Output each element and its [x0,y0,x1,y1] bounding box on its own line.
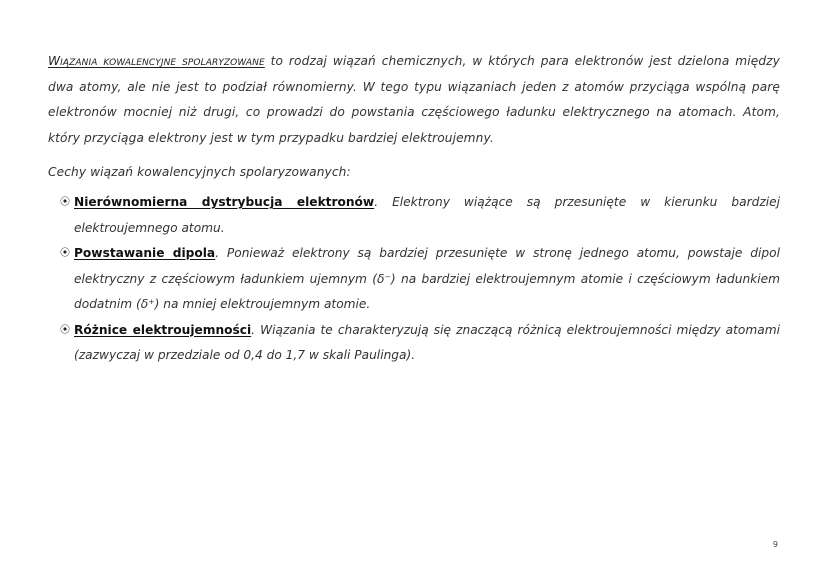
features-heading: Cechy wiązań kowalencyjnych spolaryzowanych: [48,165,351,179]
bullet-icon: ⦿ [60,248,70,259]
bullet-icon: ⦿ [60,324,70,336]
feature-item [60,241,780,318]
intro-paragraph [48,49,780,151]
feature-text: . Ponieważ elektrony są bardziej przesunięte w stronę jednego atomu, powstaje dipol elektryczny z częściowym ładunkiem ujemnym (δ⁻) na bardziej elektroujemnym atomie i częściowym ładunkiem dodatnim (δ⁺) na mniej elektroujemnym atomie. [74,246,780,311]
feature-title: Różnice elektroujemności [74,322,252,337]
intro-text: to rodzaj wiązań chemicznych, w których para elektronów jest dzielona między dwa atomy, ale nie jest to podział równomierny. W tego typu wiązaniach jeden z atomów przyciąga wspólną parę elektronów mocniej niż drugi, co prowadzi do powstania częściowego ładunku elektrycznego na atomach. Atom, który przyciąga elektrony jest w tym przypadku bardziej elektroujemny. [48,54,780,145]
bullet-icon: ⦿ [60,197,70,208]
feature-item [60,318,780,369]
feature-text: . Wiązania te charakteryzują się znaczącą różnicą elektroujemności między atomami (zazwyczaj w przedziale od 0,4 do 1,7 w skali Paulinga). [74,322,780,362]
feature-text: . Elektrony wiążące są przesunięte w kierunku bardziej elektroujemnego atomu. [74,195,780,235]
feature-title: Powstawanie dipola [74,246,216,260]
feature-title: Nierównomierna dystrybucja elektronów [74,195,375,209]
intro-term: Wiązania kowalencyjne spolaryzowane [48,54,265,68]
features-list [60,190,780,369]
feature-item [60,190,780,241]
page-number: 9 [772,540,778,549]
